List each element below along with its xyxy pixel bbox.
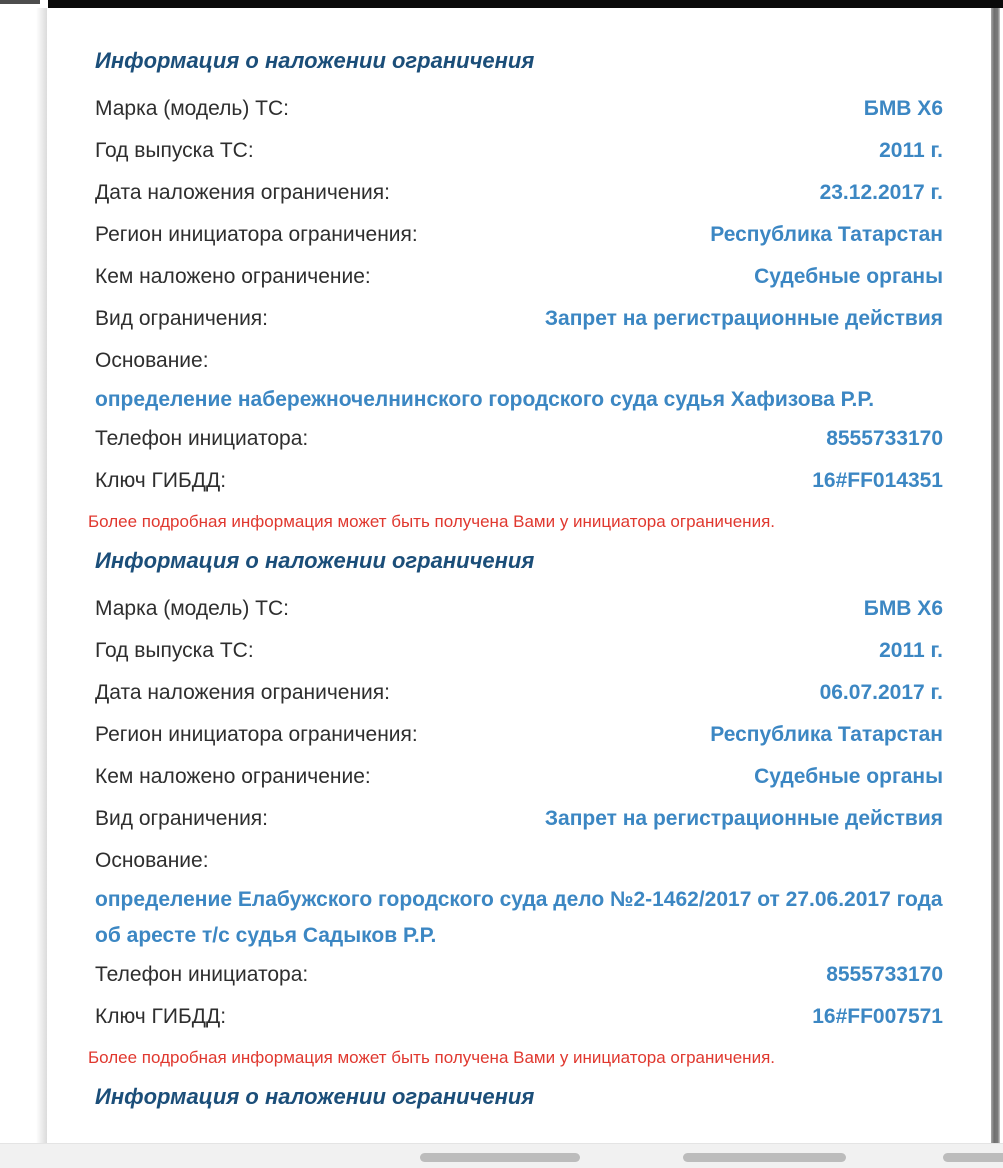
- row-label: Ключ ГИБДД:: [95, 1005, 227, 1028]
- note-text: Более подробная информация может быть получена Вами у инициатора ограничения.: [88, 512, 775, 531]
- row-label: Марка (модель) ТС:: [95, 597, 289, 620]
- row-label: Основание:: [95, 349, 209, 372]
- vertical-scrollbar[interactable]: [991, 8, 1000, 1143]
- basis-text: определение набережночелнинского городского суда судья Хафизова Р.Р.: [95, 388, 875, 411]
- row-value: 06.07.2017 г.: [819, 681, 943, 704]
- row-label: Дата наложения ограничения:: [95, 681, 390, 704]
- row-initiator-region: [95, 214, 943, 256]
- row-label: Дата наложения ограничения:: [95, 181, 390, 204]
- row-label: Год выпуска ТС:: [95, 139, 254, 162]
- row-restriction-type: [95, 798, 943, 840]
- row-value: 2011 г.: [879, 639, 943, 662]
- row-label: Год выпуска ТС:: [95, 639, 254, 662]
- row-gibdd-key: [95, 996, 943, 1038]
- row-label: Ключ ГИБДД:: [95, 469, 227, 492]
- row-value: Республика Татарстан: [710, 223, 943, 246]
- section-title: Информация о наложении ограничения: [95, 548, 535, 573]
- row-label: Регион инициатора ограничения:: [95, 723, 418, 746]
- row-value: 16#FF007571: [812, 1005, 943, 1028]
- row-label: Кем наложено ограничение:: [95, 265, 371, 288]
- row-vehicle-year: [95, 130, 943, 172]
- row-vehicle-make: [95, 588, 943, 630]
- row-value: 8555733170: [826, 963, 943, 986]
- section-title: Информация о наложении ограничения: [95, 1084, 535, 1109]
- top-chrome-bar: [48, 0, 1003, 8]
- restriction-section-3: [95, 1084, 943, 1110]
- restriction-section-1: [88, 48, 943, 532]
- row-value: 2011 г.: [879, 139, 943, 162]
- row-label: Телефон инициатора:: [95, 427, 309, 450]
- row-vehicle-make: [95, 88, 943, 130]
- section-title: Информация о наложении ограничения: [95, 48, 535, 73]
- row-label: Вид ограничения:: [95, 807, 269, 830]
- row-value: БМВ X6: [863, 597, 943, 620]
- row-value: Запрет на регистрационные действия: [544, 307, 943, 330]
- row-value: 23.12.2017 г.: [819, 181, 943, 204]
- row-value: Республика Татарстан: [710, 723, 943, 746]
- row-value: Запрет на регистрационные действия: [544, 807, 943, 830]
- row-restriction-date: [95, 672, 943, 714]
- row-basis-label: [95, 840, 943, 882]
- row-imposed-by: [95, 756, 943, 798]
- card-left-shadow: [36, 8, 47, 1143]
- row-value: 16#FF014351: [812, 469, 943, 492]
- note-text: Более подробная информация может быть получена Вами у инициатора ограничения.: [88, 1048, 775, 1067]
- row-value: 8555733170: [826, 427, 943, 450]
- restriction-section-2: [88, 548, 943, 1068]
- row-restriction-type: [95, 298, 943, 340]
- row-value: Судебные органы: [754, 765, 943, 788]
- row-gibdd-key: [95, 460, 943, 502]
- horizontal-scrollbar-thumb-left[interactable]: [420, 1153, 580, 1162]
- row-initiator-phone: [95, 418, 943, 460]
- basis-text: определение Елабужского городского суда дело №2-1462/2017 от 27.06.2017 года об аресте т/с судья Садыков Р.Р.: [95, 888, 943, 947]
- row-initiator-phone: [95, 954, 943, 996]
- top-chrome-bar-left-segment: [0, 0, 40, 4]
- row-imposed-by: [95, 256, 943, 298]
- row-label: Кем наложено ограничение:: [95, 765, 371, 788]
- horizontal-scrollbar-thumb-right[interactable]: [943, 1153, 1003, 1162]
- row-value: БМВ X6: [863, 97, 943, 120]
- row-label: Основание:: [95, 849, 209, 872]
- row-value: Судебные органы: [754, 265, 943, 288]
- row-label: Телефон инициатора:: [95, 963, 309, 986]
- row-initiator-region: [95, 714, 943, 756]
- row-vehicle-year: [95, 630, 943, 672]
- row-label: Регион инициатора ограничения:: [95, 223, 418, 246]
- row-label: Вид ограничения:: [95, 307, 269, 330]
- horizontal-scrollbar-thumb-middle[interactable]: [683, 1153, 846, 1162]
- row-label: Марка (модель) ТС:: [95, 97, 289, 120]
- bottom-scrollbar-track: [0, 1143, 1003, 1168]
- restrictions-report-card: [47, 8, 991, 1143]
- row-basis-label: [95, 340, 943, 382]
- row-restriction-date: [95, 172, 943, 214]
